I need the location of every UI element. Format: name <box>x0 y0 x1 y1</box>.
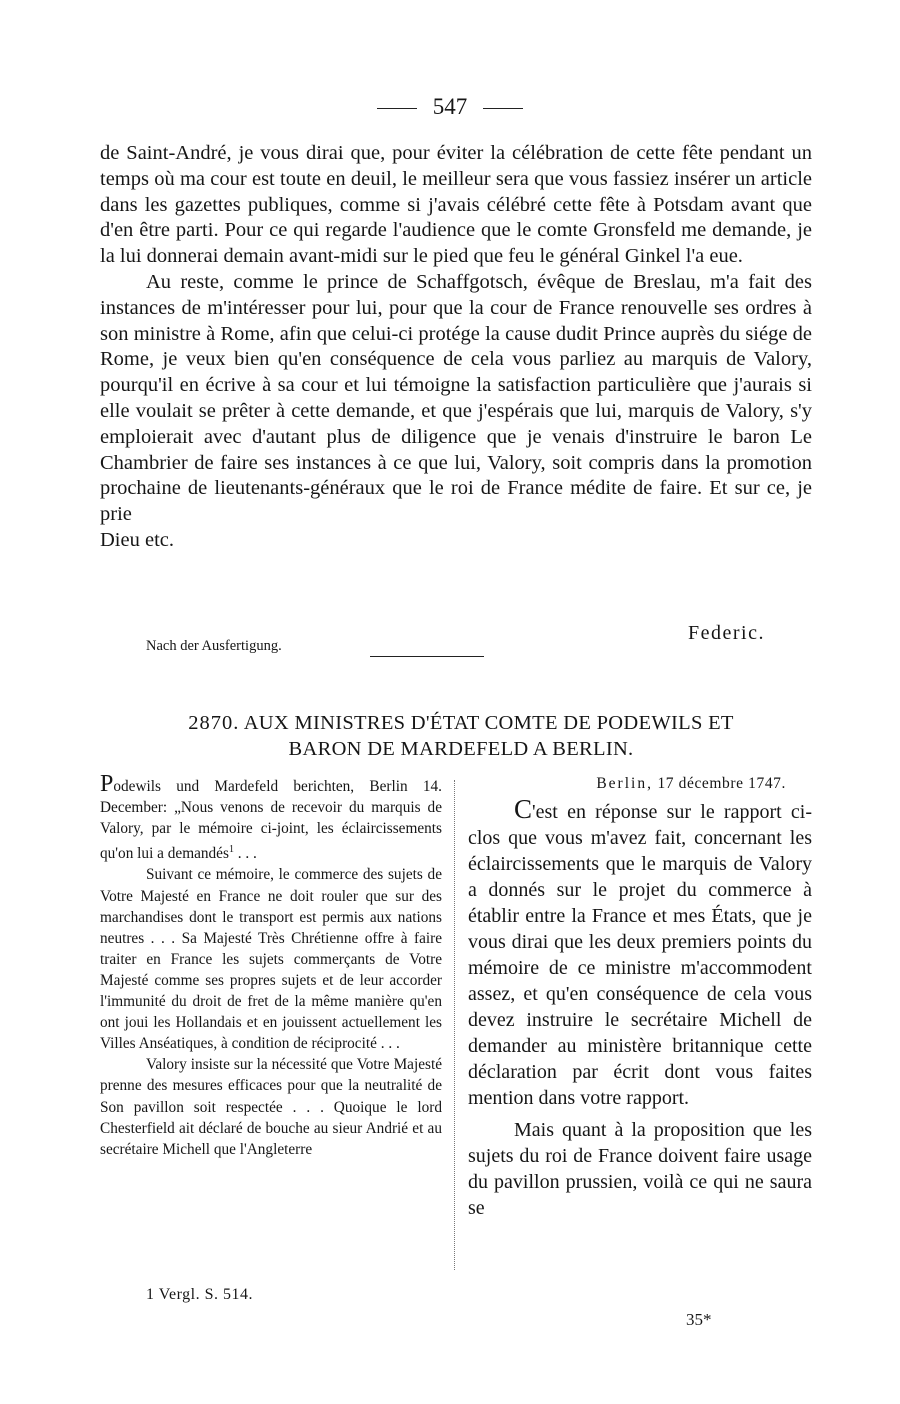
main-paragraph-2-body: Au reste, comme le prince de Schaffgotsch, évêque de Breslau, m'a fait des instances de m'intéresser pour lui, pour que la cour de France renouvelle ses ordres à son ministre à Rome, afin que celui-ci protége la cause dudit Prince auprès du siége de Rome, je veux bien qu'en conséquence de cela vous parliez au marquis de Valory, pourqu'il en écrive à sa cour et lui témoigne la satisfaction particulière que j'aurais si elle voulait se prêter à cette demande, et que j'espérais que lui, marquis de Valory, s'y emploierait avec d'autant plus de diligence que je venais d'instruire le baron Le Chambrier de faire ses instances à ce que lui, Valory, soit compris dans la promotion prochaine de lieutenants-généraux que le roi de France médite de faire. <box>100 270 812 500</box>
footnote-marker: 1 <box>228 844 234 856</box>
summary-ellipsis: . . . <box>233 845 257 863</box>
summary-paragraph-3: Valory insiste sur la nécessité que Votre Majesté prenne des mesures efficaces pour que la neutralité de Son pavillon soit respectée . . . Quoique le lord Chesterfield ait déclaré de bouche au sieur Andrié et au secrétaire Michell que l'Angleterre <box>100 1056 442 1158</box>
heading-line-1 <box>116 710 806 736</box>
source-note: Nach der Ausfertigung. <box>146 638 282 654</box>
running-head <box>0 94 900 120</box>
letter-paragraph-2: Mais quant à la proposition que les sujets du roi de France doivent faire usage du pavillon prussien, voilà ce qui ne saura se <box>468 1119 812 1219</box>
summary-initial: P <box>100 771 114 797</box>
closing-formula: Dieu etc. <box>100 528 174 551</box>
document-heading <box>116 710 806 762</box>
section-divider <box>370 656 484 657</box>
main-text <box>100 141 812 554</box>
heading-text-1: AUX MINISTRES D'ÉTAT COMTE DE PODEWILS ET <box>243 712 734 734</box>
letter-column <box>468 772 812 1221</box>
letter-paragraph-1-text: 'est en réponse sur le rapport ci-clos que vous m'avez fait, concernant les éclaircissements que le marquis de Valory a donnés sur le projet du commerce à établir entre la France et mes États, que je vous dirai que les deux premiers points du mémoire de ce ministre m'accommodent assez, et qu'en conséquence de cela vous devez instruire le secrétaire Michell de demander au ministère britannique cette déclaration par écrit dont vous faites mention dans votre rapport. <box>468 801 812 1109</box>
summary-column <box>100 771 442 1160</box>
summary-paragraph-1-text: odewils und Mardefeld berichten, Berlin 14. December: „Nous venons de recevoir du marquis de Valory, par le mémoire ci-joint, les éclaircissements qu'on lui a demandés <box>100 778 442 863</box>
main-paragraph-2 <box>100 270 812 528</box>
main-paragraph-1: de Saint-André, je vous dirai que, pour éviter la célébration de cette fête pendant un temps où ma cour est toute en deuil, le meilleur sera que vous fassiez insérer un article dans les gazettes publiques, comme si j'avais célébré cette fête à Potsdam avant que d'en être parti. Pour ce qui regarde l'audience que le comte Gronsfeld me demande, je la lui donnerai demain avant-midi sur le pied que feu le général Ginkel l'a eue. <box>100 142 812 268</box>
document-number: 2870. <box>188 712 240 734</box>
header-rule-left <box>377 108 417 109</box>
column-divider <box>454 780 455 1270</box>
page-number: 547 <box>432 94 468 119</box>
dateline-place: Berlin, <box>596 775 653 792</box>
letter-paragraph-1 <box>468 796 812 1111</box>
letter-initial: C <box>514 794 533 824</box>
dateline-date: 17 décembre 1747. <box>657 775 786 792</box>
main-paragraph-2-tail: Et sur ce, je prie <box>100 477 813 526</box>
sheet-signature: 35* <box>686 1310 712 1329</box>
summary-paragraph-1 <box>100 771 442 864</box>
dateline <box>468 772 812 796</box>
heading-line-2: BARON DE MARDEFELD A BERLIN. <box>288 738 634 760</box>
signature: Federic. <box>688 622 765 644</box>
footnote: 1 Vergl. S. 514. <box>146 1286 253 1303</box>
header-rule-right <box>483 108 523 109</box>
summary-paragraph-2: Suivant ce mémoire, le commerce des sujets de Votre Majesté en France ne doit rouler que sur des marchandises dont le transport est permis aux nations neutres . . . Sa Majesté Très Chrétienne offre à faire traiter en France les sujets commerçants de Votre Majesté comme ses propres sujets et de leur accorder l'immunité du droit de fret de la même manière qu'en ont joui les Hollandais et en jouissent actuellement les Villes Anséatiques, à condition de réciprocité . . . <box>100 866 442 1053</box>
